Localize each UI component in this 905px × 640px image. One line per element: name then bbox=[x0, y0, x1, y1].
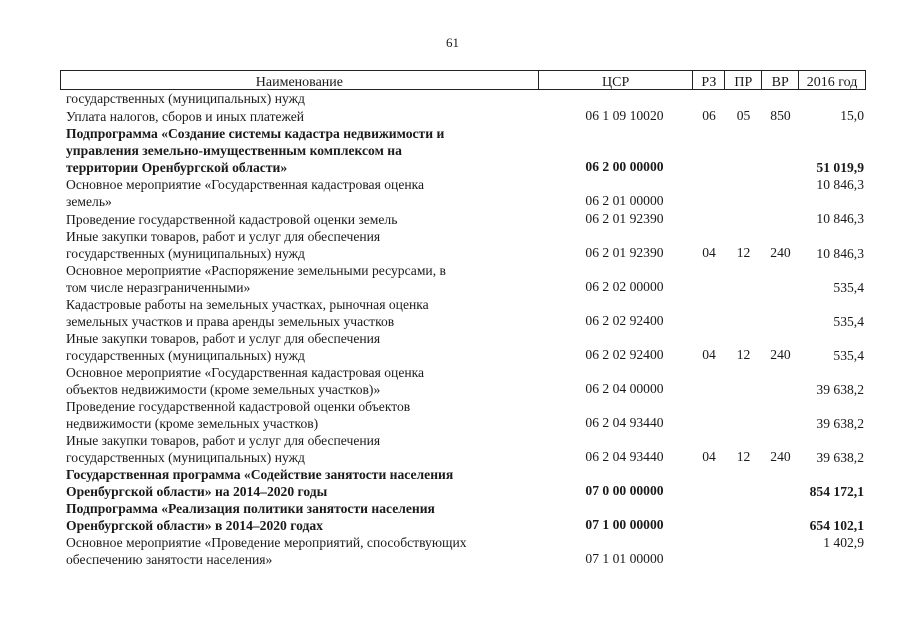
row-name-line: обеспечению занятости населения» bbox=[66, 552, 273, 567]
row-pr: 12 bbox=[736, 347, 751, 362]
header-pr: ПР bbox=[724, 71, 761, 90]
row-csr: 07 1 00 00000 bbox=[585, 517, 664, 532]
row-rz bbox=[693, 397, 725, 398]
row-vr bbox=[762, 209, 799, 210]
row-amount: 854 172,1 bbox=[809, 484, 864, 499]
table-row bbox=[60, 466, 866, 500]
header-year: 2016 год bbox=[798, 71, 865, 90]
row-name-line: Проведение государственной кадастровой оценки земель bbox=[66, 212, 398, 227]
table-row bbox=[60, 210, 866, 228]
table-row bbox=[60, 262, 866, 296]
row-csr: 07 1 01 00000 bbox=[585, 551, 664, 566]
row-name-line: том числе неразграниченными» bbox=[66, 280, 251, 295]
row-name bbox=[60, 364, 538, 398]
row-name-line: государственных (муниципальных) нужд bbox=[66, 348, 305, 363]
row-amount: 10 846,3 bbox=[816, 246, 864, 261]
row-name bbox=[60, 330, 538, 364]
row-csr: 06 2 01 92390 bbox=[585, 211, 664, 226]
table-row bbox=[60, 228, 866, 262]
row-name-line: Иные закупки товаров, работ и услуг для обеспечения bbox=[66, 229, 381, 244]
row-vr bbox=[762, 329, 799, 330]
row-name-line: управления земельно-имущественным комплексом на bbox=[66, 143, 402, 158]
row-name-line: земель» bbox=[66, 194, 112, 209]
table-row bbox=[60, 107, 866, 125]
table-row bbox=[60, 534, 866, 568]
header-rz: РЗ bbox=[692, 71, 724, 90]
row-name-line: государственных (муниципальных) нужд bbox=[66, 246, 305, 261]
row-name bbox=[60, 398, 538, 432]
row-rz: 04 bbox=[702, 245, 716, 260]
row-vr bbox=[762, 295, 799, 296]
row-name bbox=[60, 211, 538, 228]
row-rz bbox=[693, 499, 725, 500]
header-name: Наименование bbox=[255, 75, 344, 90]
row-amount: 51 019,9 bbox=[816, 160, 864, 175]
row-name bbox=[60, 296, 538, 330]
row-name bbox=[60, 90, 538, 107]
row-pr bbox=[725, 295, 762, 296]
row-rz bbox=[693, 567, 725, 568]
row-name-line: земельных участков и права аренды земельных участков bbox=[66, 314, 395, 329]
row-csr: 06 2 02 92400 bbox=[585, 347, 664, 362]
row-amount: 10 846,3 bbox=[816, 177, 864, 192]
row-name-line: Оренбургской области» на 2014–2020 годы bbox=[66, 484, 328, 499]
table-row bbox=[60, 296, 866, 330]
row-vr: 240 bbox=[770, 449, 791, 464]
header-csr: ЦСР bbox=[538, 71, 693, 90]
row-pr bbox=[725, 567, 762, 568]
row-amount: 39 638,2 bbox=[816, 382, 864, 397]
row-name-line: Проведение государственной кадастровой оценки объектов bbox=[66, 399, 411, 414]
row-name-line: Иные закупки товаров, работ и услуг для обеспечения bbox=[66, 331, 381, 346]
row-name-line: Подпрограмма «Создание системы кадастра недвижимости и bbox=[66, 126, 445, 141]
row-amount: 39 638,2 bbox=[816, 416, 864, 431]
row-csr: 06 2 04 93440 bbox=[585, 449, 664, 464]
row-name-line: объектов недвижимости (кроме земельных участков)» bbox=[66, 382, 381, 397]
table-body bbox=[60, 90, 866, 568]
row-csr: 06 2 02 00000 bbox=[585, 279, 664, 294]
row-amount: 535,4 bbox=[833, 348, 864, 363]
row-vr bbox=[762, 227, 799, 228]
row-name-line: территории Оренбургской области» bbox=[66, 160, 288, 175]
row-name-line: недвижимости (кроме земельных участков) bbox=[66, 416, 319, 431]
row-rz: 06 bbox=[702, 108, 716, 123]
row-csr: 06 2 01 92390 bbox=[585, 245, 664, 260]
row-rz bbox=[693, 431, 725, 432]
table-row bbox=[60, 330, 866, 364]
row-pr: 05 bbox=[736, 108, 751, 123]
table-row bbox=[60, 500, 866, 534]
row-name bbox=[60, 228, 538, 262]
budget-table bbox=[60, 70, 866, 568]
row-name-line: государственных (муниципальных) нужд bbox=[66, 91, 305, 106]
row-vr bbox=[762, 499, 799, 500]
row-vr: 850 bbox=[770, 108, 791, 123]
row-csr: 06 2 01 00000 bbox=[585, 193, 664, 208]
row-amount: 39 638,2 bbox=[816, 450, 864, 465]
row-amount: 1 402,9 bbox=[823, 535, 864, 550]
row-rz: 04 bbox=[702, 347, 716, 362]
row-name bbox=[60, 534, 538, 568]
row-pr bbox=[725, 397, 762, 398]
row-name bbox=[60, 125, 538, 176]
row-rz bbox=[693, 227, 725, 228]
row-name-line: Основное мероприятие «Государственная кадастровая оценка bbox=[66, 177, 425, 192]
row-pr: 12 bbox=[736, 449, 751, 464]
row-name-line: Уплата налогов, сборов и иных платежей bbox=[66, 109, 305, 124]
row-pr bbox=[725, 431, 762, 432]
row-rz: 04 bbox=[702, 449, 716, 464]
row-vr bbox=[762, 567, 799, 568]
row-name-line: Основное мероприятие «Государственная кадастровая оценка bbox=[66, 365, 425, 380]
row-rz bbox=[693, 295, 725, 296]
row-name bbox=[60, 466, 538, 500]
row-name-line: государственных (муниципальных) нужд bbox=[66, 450, 305, 465]
table-row bbox=[60, 364, 866, 398]
table-row bbox=[60, 90, 866, 107]
row-csr: 06 2 00 00000 bbox=[585, 159, 664, 174]
row-name-line: Основное мероприятие «Распоряжение земельными ресурсами, в bbox=[66, 263, 446, 278]
row-vr: 240 bbox=[770, 347, 791, 362]
row-pr bbox=[725, 533, 762, 534]
row-name bbox=[60, 176, 538, 210]
row-name-line: Иные закупки товаров, работ и услуг для обеспечения bbox=[66, 433, 381, 448]
row-pr bbox=[725, 209, 762, 210]
row-rz bbox=[693, 533, 725, 534]
row-name-line: Основное мероприятие «Проведение мероприятий, способствующих bbox=[66, 535, 467, 550]
row-csr: 06 2 04 93440 bbox=[585, 415, 664, 430]
table-row bbox=[60, 432, 866, 466]
row-name bbox=[60, 262, 538, 296]
header-vr: ВР bbox=[761, 71, 798, 90]
row-name-line: Кадастровые работы на земельных участках, рыночная оценка bbox=[66, 297, 429, 312]
row-csr: 07 0 00 00000 bbox=[585, 483, 664, 498]
row-amount: 10 846,3 bbox=[816, 211, 864, 226]
row-amount: 15,0 bbox=[840, 108, 864, 123]
row-vr bbox=[762, 431, 799, 432]
row-amount: 535,4 bbox=[833, 280, 864, 295]
row-vr bbox=[762, 397, 799, 398]
row-pr: 12 bbox=[736, 245, 751, 260]
table-header bbox=[60, 70, 866, 90]
row-rz bbox=[693, 175, 725, 176]
row-csr: 06 2 02 92400 bbox=[585, 313, 664, 328]
row-amount: 654 102,1 bbox=[809, 518, 864, 533]
row-pr bbox=[725, 175, 762, 176]
row-name-line: Оренбургской области» в 2014–2020 годах bbox=[66, 518, 323, 533]
table-row bbox=[60, 125, 866, 176]
row-rz bbox=[693, 329, 725, 330]
table-row bbox=[60, 398, 866, 432]
row-pr bbox=[725, 329, 762, 330]
table-row bbox=[60, 176, 866, 210]
row-name bbox=[60, 500, 538, 534]
row-amount: 535,4 bbox=[833, 314, 864, 329]
row-rz bbox=[693, 209, 725, 210]
row-csr: 06 2 04 00000 bbox=[585, 381, 664, 396]
row-name bbox=[60, 432, 538, 466]
row-name bbox=[60, 108, 538, 125]
row-name-line: Государственная программа «Содействие занятости населения bbox=[66, 467, 454, 482]
row-vr: 240 bbox=[770, 245, 791, 260]
row-pr bbox=[725, 227, 762, 228]
page-number: 61 bbox=[446, 35, 459, 50]
row-name-line: Подпрограмма «Реализация политики занятости населения bbox=[66, 501, 435, 516]
row-vr bbox=[762, 533, 799, 534]
row-pr bbox=[725, 499, 762, 500]
row-vr bbox=[762, 175, 799, 176]
row-csr: 06 1 09 10020 bbox=[585, 108, 664, 123]
